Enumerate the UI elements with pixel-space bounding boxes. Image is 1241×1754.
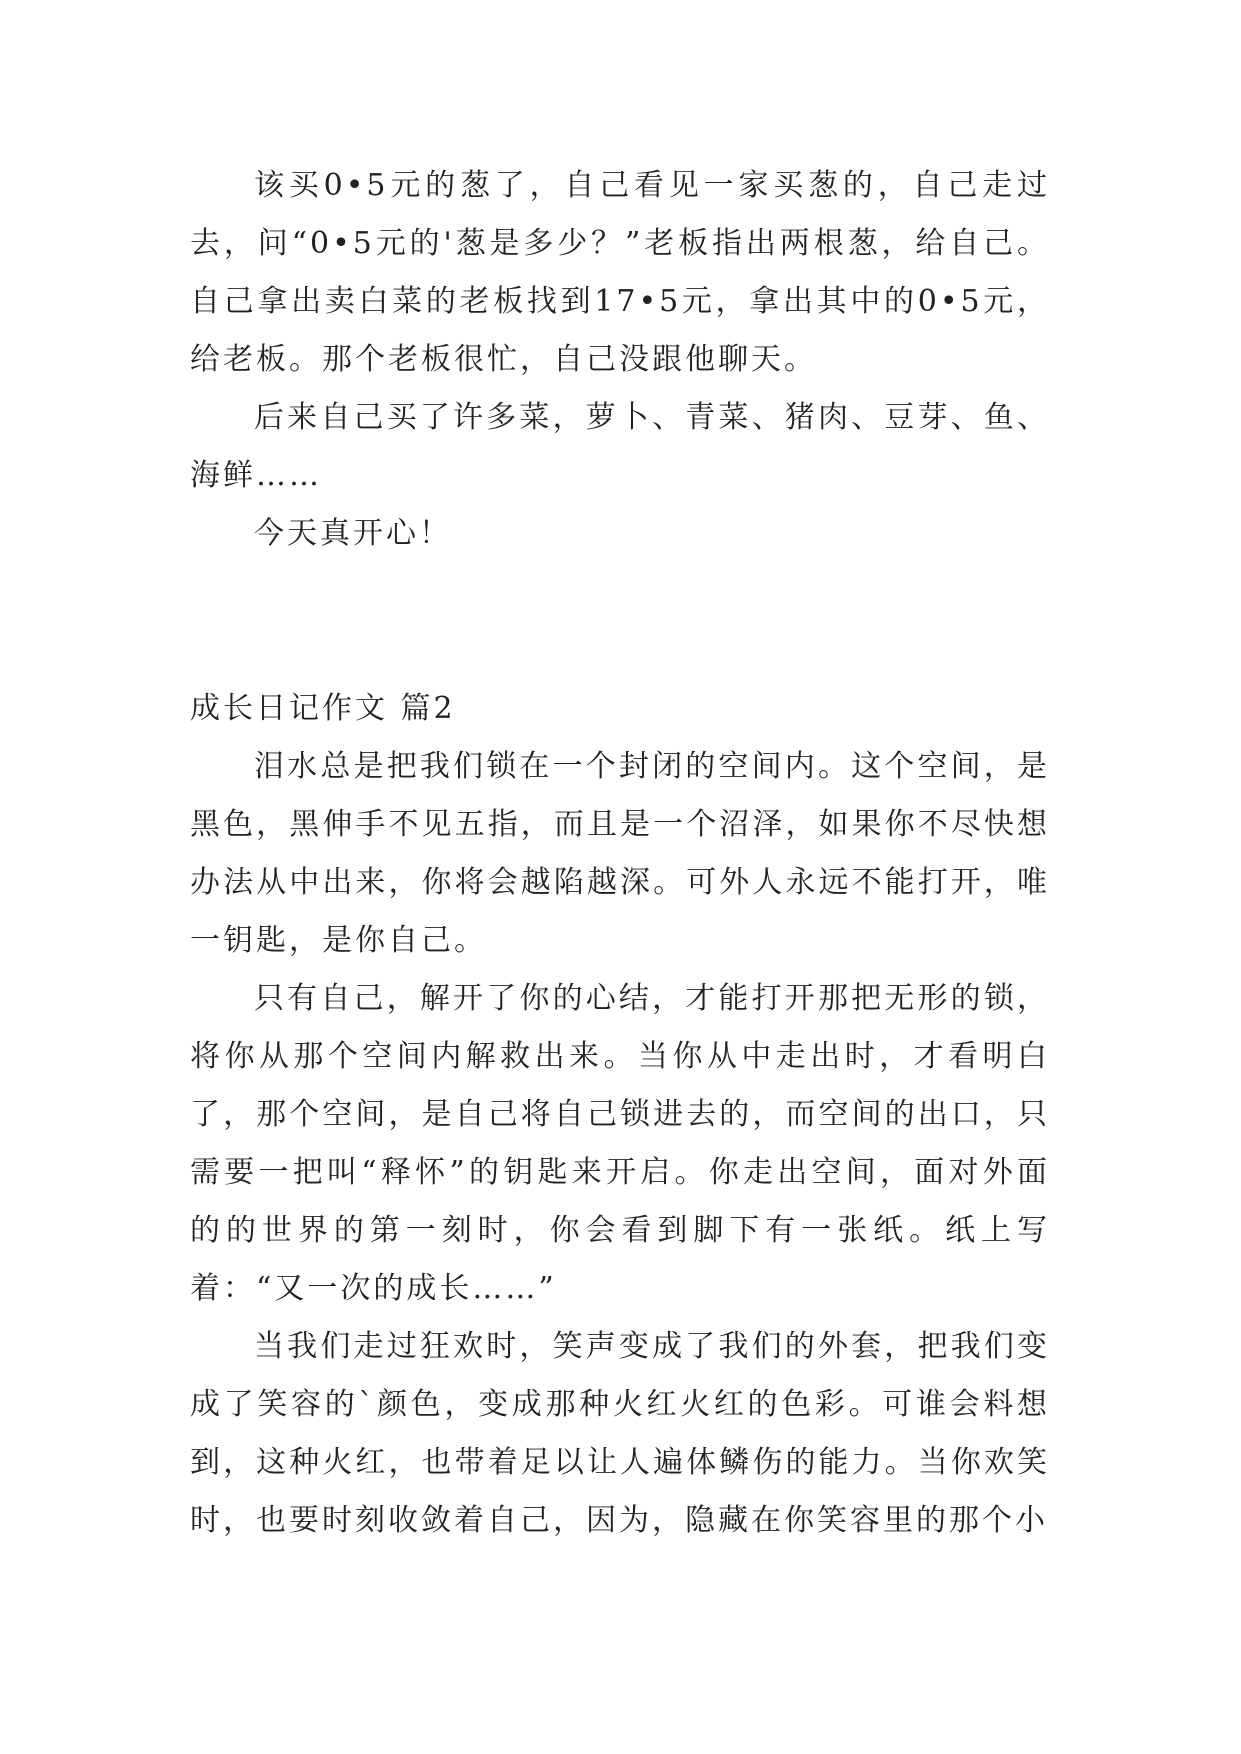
paragraph-unlock-yourself: 只有自己，解开了你的心结，才能打开那把无形的锁，将你从那个空间内解救出来。当你从中走出时，才看明白了，那个空间，是自己将自己锁进去的，而空间的出口，只需要一把叫“释怀”的钥匙来开启。你走出空间，面对外面的的世界的第一刻时，你会看到脚下有一张纸。纸上写着：“又一次的成长……”	[190, 981, 1050, 1306]
diary-section-1	[190, 157, 1050, 563]
paragraph-bought-vegetables: 后来自己买了许多菜，萝卜、青菜、猪肉、豆芽、鱼、海鲜……	[190, 400, 1050, 493]
essay-heading: 成长日记作文 篇2	[190, 691, 456, 726]
diary-section-2	[190, 680, 1050, 1550]
paragraph-happy-today: 今天真开心！	[254, 516, 452, 551]
paragraph-laughter-coat: 当我们走过狂欢时，笑声变成了我们的外套，把我们变成了笑容的`颜色，变成那种火红火红的色彩。可谁会料想到，这种火红，也带着足以让人遍体鳞伤的能力。当你欢笑时，也要时刻收敛着自己，因为，隐藏在你笑容里的那个小	[190, 1329, 1050, 1538]
paragraph-buying-scallions: 该买0•5元的葱了，自己看见一家买葱的，自己走过去，问“0•5元的'葱是多少？”老板指出两根葱，给自己。自己拿出卖白菜的老板找到17•5元，拿出其中的0•5元，给老板。那个老板很忙，自己没跟他聊天。	[190, 168, 1050, 377]
paragraph-tears-locked-space: 泪水总是把我们锁在一个封闭的空间内。这个空间，是黑色，黑伸手不见五指，而且是一个沼泽，如果你不尽快想办法从中出来，你将会越陷越深。可外人永远不能打开，唯一钥匙，是你自己。	[190, 749, 1050, 958]
